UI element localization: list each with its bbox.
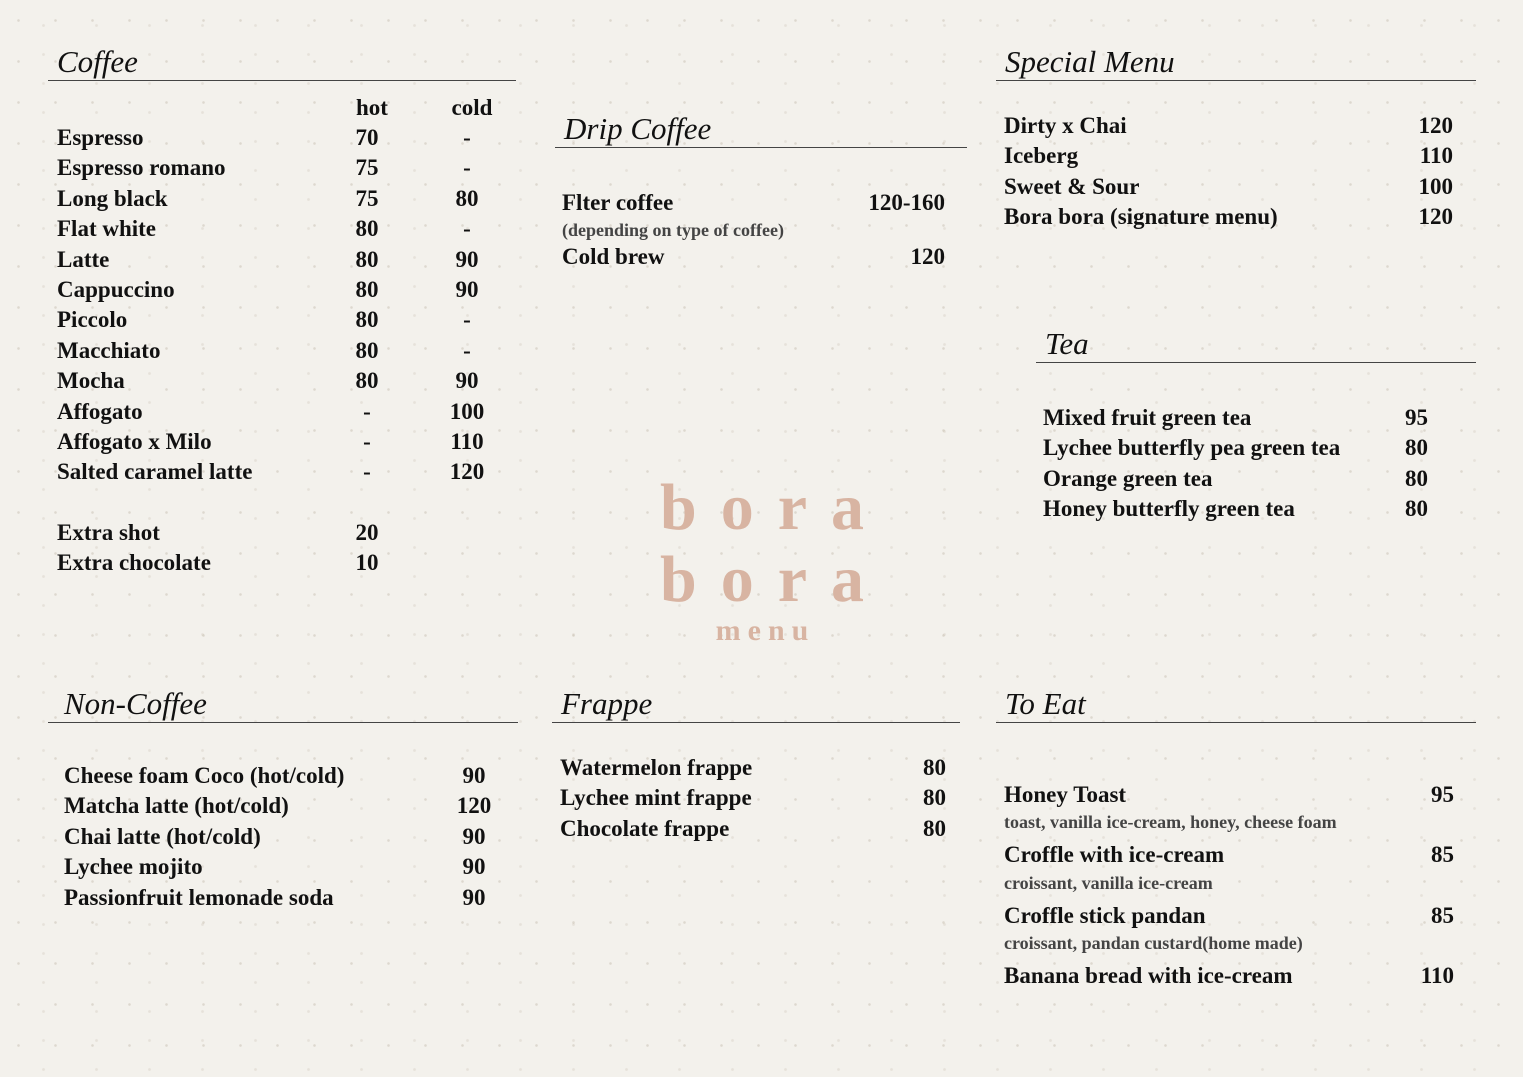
menu-item	[57, 275, 516, 305]
item-name: Dirty x Chai	[1004, 113, 1127, 138]
menu-item	[560, 814, 946, 844]
cold-price: 120	[449, 459, 485, 485]
item-price: 10	[355, 550, 379, 576]
item-name: Lychee mint frappe	[560, 785, 752, 811]
cold-price: -	[463, 125, 471, 150]
menu-item	[1004, 780, 1454, 810]
cold-price: 90	[455, 368, 479, 394]
item-price: 120-160	[868, 190, 945, 215]
item-price: 90	[462, 823, 486, 849]
menu-item	[1004, 961, 1454, 991]
hot-price: 75	[355, 155, 379, 181]
menu-item	[1043, 433, 1428, 463]
item-price: 80	[1405, 435, 1428, 461]
menu-item	[1004, 172, 1453, 202]
item-name: Salted caramel latte	[57, 459, 253, 485]
item-name: Flter coffee	[562, 190, 674, 215]
menu-item	[57, 305, 516, 335]
menu-item	[57, 427, 516, 457]
item-price: 120	[910, 244, 945, 270]
item-price: 120	[1418, 204, 1453, 230]
frappe-list	[560, 753, 946, 844]
item-name: Affogato x Milo	[57, 428, 212, 454]
tea-heading: Tea	[1036, 326, 1476, 363]
hot-price: -	[363, 398, 371, 424]
item-price: 95	[1431, 782, 1454, 807]
menu-item	[57, 457, 516, 487]
menu-item	[1004, 141, 1453, 171]
cold-price: -	[463, 307, 471, 333]
hot-price: 70	[355, 125, 379, 150]
non-coffee-section	[48, 686, 518, 910]
item-price: 80	[1405, 496, 1428, 522]
drip-coffee-list	[562, 188, 945, 273]
item-note: (depending on type of coffee)	[562, 220, 784, 241]
hot-price: 80	[355, 368, 379, 394]
coffee-list	[57, 93, 516, 579]
menu-item	[560, 783, 946, 813]
special-menu-list	[1004, 111, 1453, 233]
menu-item	[562, 188, 945, 218]
food-item	[1004, 901, 1454, 955]
spacer	[57, 488, 516, 518]
menu-item	[562, 242, 945, 272]
item-name: Latte	[57, 246, 110, 272]
cold-price: 110	[450, 428, 484, 454]
item-note: toast, vanilla ice-cream, honey, cheese foam	[1004, 812, 1337, 833]
item-name: Espresso romano	[57, 155, 226, 181]
item-price: 120	[456, 793, 492, 819]
item-name: Orange green tea	[1043, 465, 1213, 491]
brand-name: bora bora	[660, 471, 888, 616]
item-price: 80	[923, 785, 946, 811]
item-price: 110	[1419, 143, 1453, 169]
menu-item	[560, 753, 946, 783]
menu-item	[1004, 202, 1453, 232]
item-name: Mixed fruit green tea	[1043, 405, 1252, 430]
menu-item	[1043, 494, 1428, 524]
menu-item	[64, 761, 498, 791]
hot-price: 80	[355, 337, 379, 363]
to-eat-list	[1004, 780, 1454, 992]
item-price: 90	[462, 854, 486, 880]
item-price: 85	[1431, 902, 1454, 928]
item-note: croissant, pandan custard(home made)	[1004, 933, 1303, 954]
non-coffee-list	[64, 761, 498, 913]
non-coffee-heading: Non-Coffee	[48, 686, 518, 723]
item-name: Long black	[57, 185, 168, 211]
cold-price: 90	[455, 276, 479, 302]
drip-coffee-section	[555, 111, 967, 270]
item-note: croissant, vanilla ice-cream	[1004, 872, 1213, 893]
menu-item	[64, 822, 498, 852]
item-name: Chai latte (hot/cold)	[64, 823, 261, 849]
menu-item	[1004, 840, 1454, 870]
hot-price: 80	[355, 307, 379, 333]
item-name: Cappuccino	[57, 276, 175, 302]
item-name: Extra chocolate	[57, 550, 211, 576]
item-name: Croffle with ice-cream	[1004, 842, 1225, 868]
item-name: Banana bread with ice-cream	[1004, 963, 1293, 989]
item-name: Matcha latte (hot/cold)	[64, 793, 289, 819]
menu-item	[64, 852, 498, 882]
cold-column-header: cold	[451, 95, 493, 120]
menu-item	[1043, 464, 1428, 494]
extra-item	[57, 518, 516, 548]
item-name: Affogato	[57, 398, 143, 424]
item-name: Honey butterfly green tea	[1043, 496, 1295, 522]
coffee-section	[48, 44, 516, 576]
hot-price: 75	[355, 185, 379, 211]
special-menu-heading: Special Menu	[996, 44, 1476, 81]
item-name: Iceberg	[1004, 143, 1079, 169]
tea-section	[1036, 326, 1476, 522]
item-price: 80	[923, 815, 946, 841]
menu-item	[57, 245, 516, 275]
item-name: Mocha	[57, 368, 125, 394]
hot-price: -	[363, 459, 371, 485]
item-name: Passionfruit lemonade soda	[64, 884, 334, 910]
item-name: Watermelon frappe	[560, 755, 753, 780]
menu-item	[57, 184, 516, 214]
item-name: Extra shot	[57, 520, 160, 546]
menu-item	[57, 123, 516, 153]
special-menu-section	[996, 44, 1476, 230]
coffee-heading: Coffee	[48, 44, 516, 81]
item-price: 80	[1405, 465, 1428, 491]
item-name: Flat white	[57, 216, 157, 242]
menu-item	[57, 153, 516, 183]
food-item	[1004, 840, 1454, 894]
item-price: 90	[462, 763, 486, 788]
menu-item	[57, 336, 516, 366]
frappe-heading: Frappe	[552, 686, 960, 723]
item-name: Bora bora (signature menu)	[1004, 204, 1278, 230]
item-name: Croffle stick pandan	[1004, 902, 1206, 928]
brand-subtitle: menu	[715, 614, 816, 647]
hot-price: -	[363, 428, 371, 454]
menu-item	[1043, 403, 1428, 433]
item-price: 80	[923, 755, 946, 780]
menu-item	[57, 366, 516, 396]
frappe-section	[552, 686, 960, 841]
menu-item	[64, 883, 498, 913]
menu-item	[1004, 111, 1453, 141]
item-name: Piccolo	[57, 307, 128, 333]
hot-price: 80	[355, 276, 379, 302]
item-name: Cold brew	[562, 244, 665, 270]
item-name: Macchiato	[57, 337, 161, 363]
item-price: 100	[1418, 173, 1453, 199]
item-name: Lychee mojito	[64, 854, 203, 880]
extra-item	[57, 548, 516, 578]
item-price: 85	[1431, 842, 1454, 868]
menu-item	[1004, 901, 1454, 931]
item-name: Honey Toast	[1004, 782, 1127, 807]
hot-price: 80	[355, 246, 379, 272]
brand-logo	[560, 472, 964, 646]
cold-price: -	[463, 337, 471, 363]
tea-list	[1043, 403, 1428, 525]
item-name: Cheese foam Coco (hot/cold)	[64, 763, 345, 788]
item-price: 20	[355, 520, 379, 546]
food-item	[1004, 780, 1454, 834]
item-name: Sweet & Sour	[1004, 173, 1140, 199]
hot-price: 80	[355, 216, 379, 242]
item-price: 95	[1405, 405, 1428, 430]
coffee-column-headers	[57, 93, 516, 123]
menu-item	[64, 791, 498, 821]
item-price: 120	[1418, 113, 1453, 138]
item-price: 110	[1420, 963, 1454, 989]
cold-price: 80	[455, 185, 479, 211]
food-item	[1004, 961, 1454, 991]
item-name: Lychee butterfly pea green tea	[1043, 435, 1341, 461]
item-name: Espresso	[57, 125, 144, 150]
to-eat-heading: To Eat	[996, 686, 1476, 723]
item-price: 90	[462, 884, 486, 910]
cold-price: -	[463, 216, 471, 242]
drip-coffee-heading: Drip Coffee	[555, 111, 967, 148]
hot-column-header: hot	[356, 95, 388, 120]
cold-price: 90	[455, 246, 479, 272]
cold-price: -	[463, 155, 471, 181]
menu-item	[57, 214, 516, 244]
item-name: Chocolate frappe	[560, 815, 730, 841]
menu-item	[57, 397, 516, 427]
to-eat-section	[996, 686, 1476, 989]
cold-price: 100	[449, 398, 485, 424]
